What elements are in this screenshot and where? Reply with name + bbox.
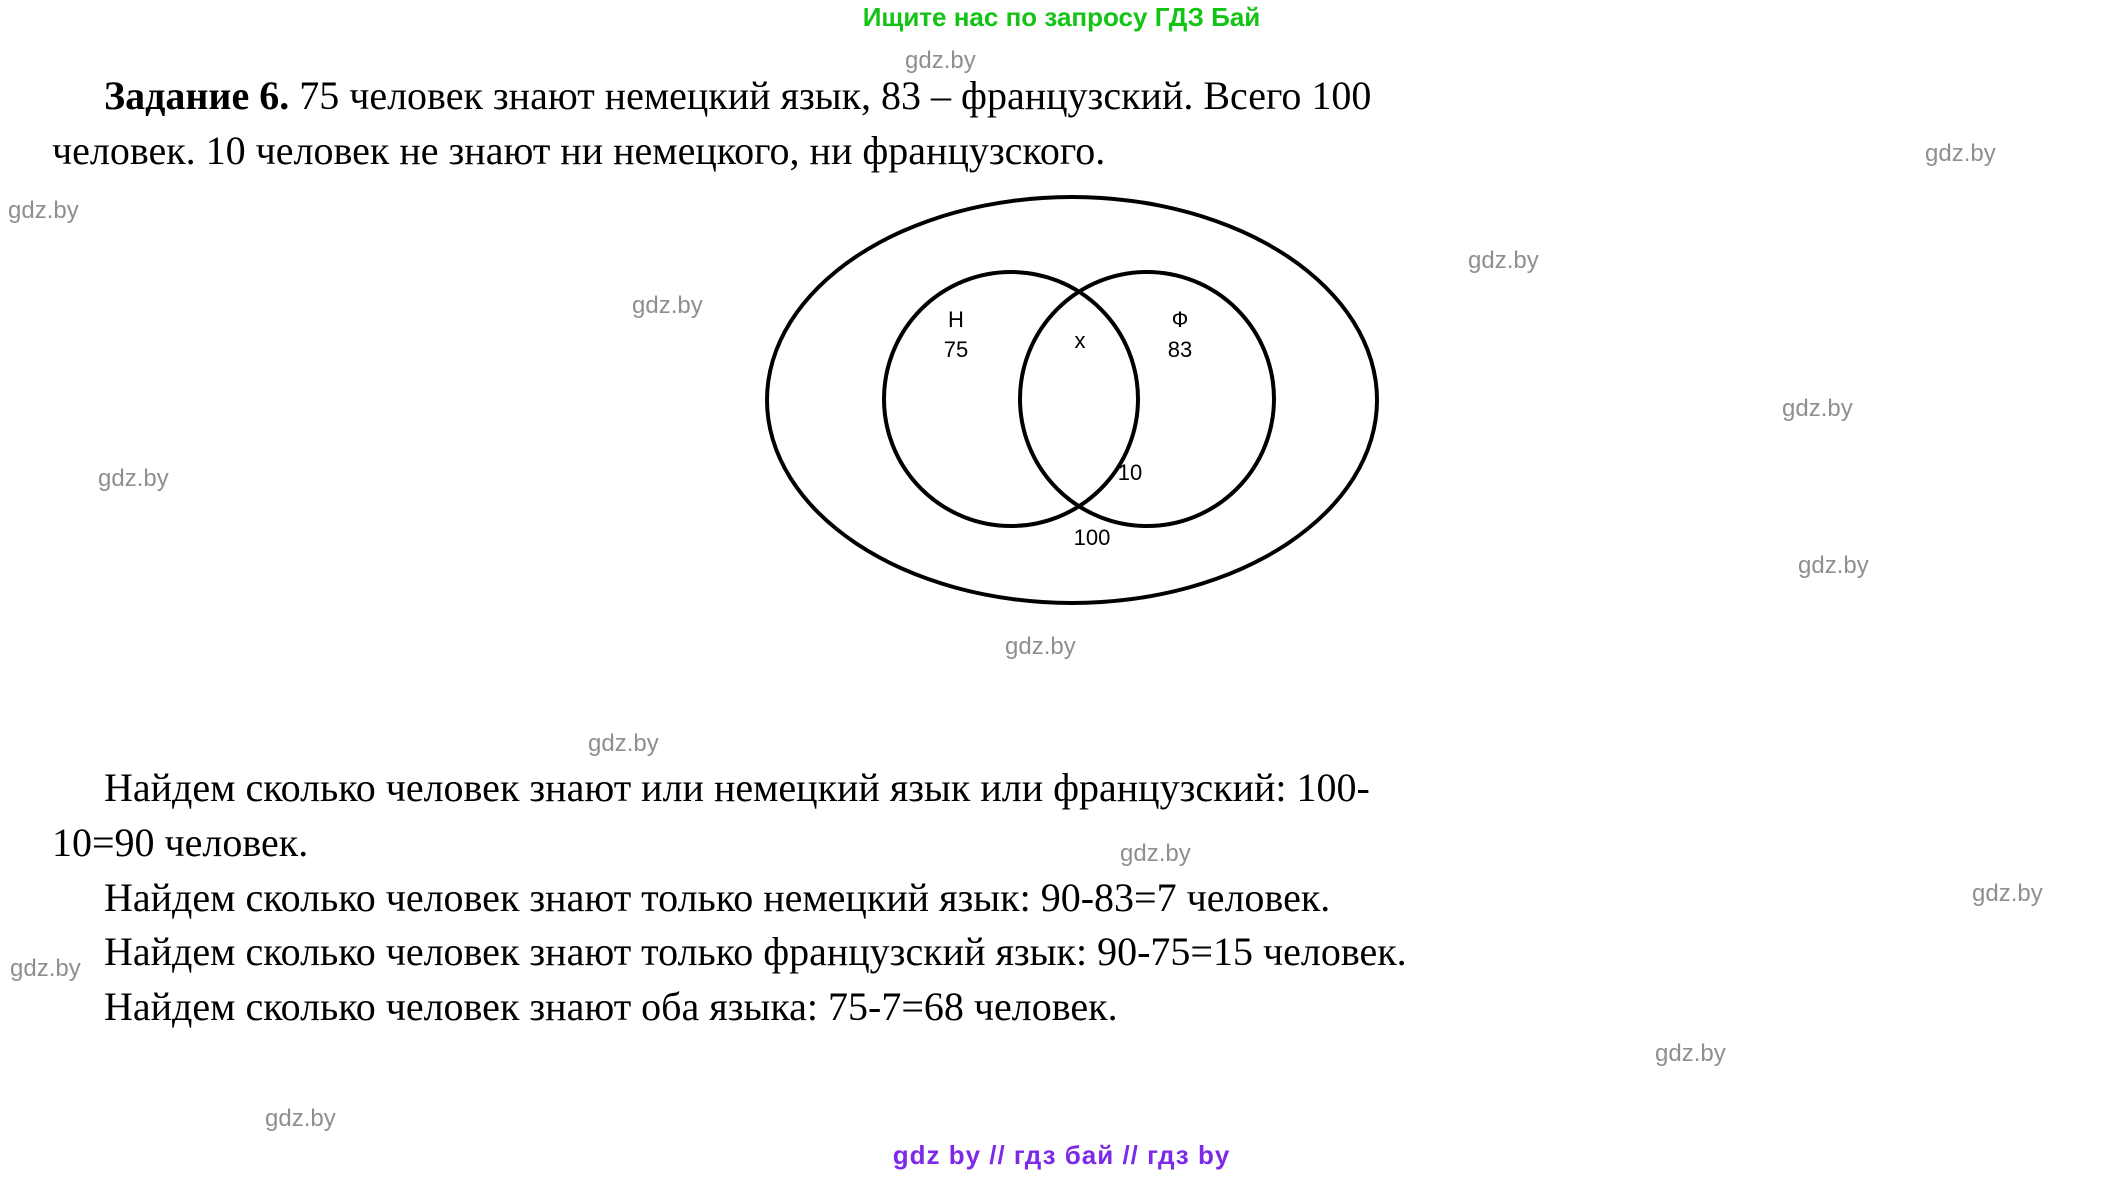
- watermark: gdz.by: [905, 47, 976, 74]
- solution-line-3: Найдем сколько человек знают только немецкий язык: 90-83=7 человек.: [104, 874, 1331, 920]
- german-set-label: Н: [948, 307, 964, 332]
- watermark: gdz.by: [8, 197, 79, 224]
- watermark: gdz.by: [1468, 247, 1539, 274]
- task-statement: [52, 68, 2072, 178]
- solution-line-5: Найдем сколько человек знают оба языка: 75-7=68 человек.: [104, 984, 1118, 1030]
- solution-line-4: Найдем сколько человек знают только французский язык: 90-75=15 человек.: [104, 929, 1407, 975]
- solution-text: [52, 762, 2072, 1036]
- watermark: gdz.by: [1782, 395, 1853, 422]
- german-set-value: 75: [943, 337, 969, 362]
- universe-value-label: 100: [1073, 525, 1111, 550]
- bottom-banner-text: gdz by // гдз бай // гдз by: [892, 1140, 1231, 1170]
- top-banner-text: Ищите нас по запросу ГДЗ Бай: [862, 2, 1261, 32]
- watermark: gdz.by: [1005, 633, 1076, 660]
- french-set-label: Ф: [1171, 307, 1189, 332]
- french-set-circle: [1018, 270, 1276, 528]
- watermark: gdz.by: [632, 292, 703, 319]
- outside-value-label: 10: [1117, 460, 1143, 485]
- watermark: gdz.by: [1925, 140, 1996, 167]
- watermark: gdz.by: [588, 730, 659, 757]
- watermark: gdz.by: [1655, 1040, 1726, 1067]
- solution-line-2: 10=90 человек.: [52, 819, 309, 865]
- venn-diagram: [730, 185, 1410, 605]
- french-set-value: 83: [1167, 337, 1193, 362]
- task-line-2: человек. 10 человек не знают ни немецкого, ни французского.: [52, 128, 1106, 174]
- watermark: gdz.by: [10, 955, 81, 982]
- watermark: gdz.by: [1972, 880, 2043, 907]
- watermark: gdz.by: [1120, 840, 1191, 867]
- solution-line-1: Найдем сколько человек знают или немецкий язык или французский: 100-: [104, 765, 1370, 810]
- watermark: gdz.by: [265, 1105, 336, 1132]
- task-line-1: 75 человек знают немецкий язык, 83 – французский. Всего 100: [289, 73, 1372, 118]
- task-number-label: Задание 6.: [104, 73, 290, 118]
- intersection-label: х: [1074, 328, 1086, 353]
- watermark: gdz.by: [98, 465, 169, 492]
- watermark: gdz.by: [1798, 552, 1869, 579]
